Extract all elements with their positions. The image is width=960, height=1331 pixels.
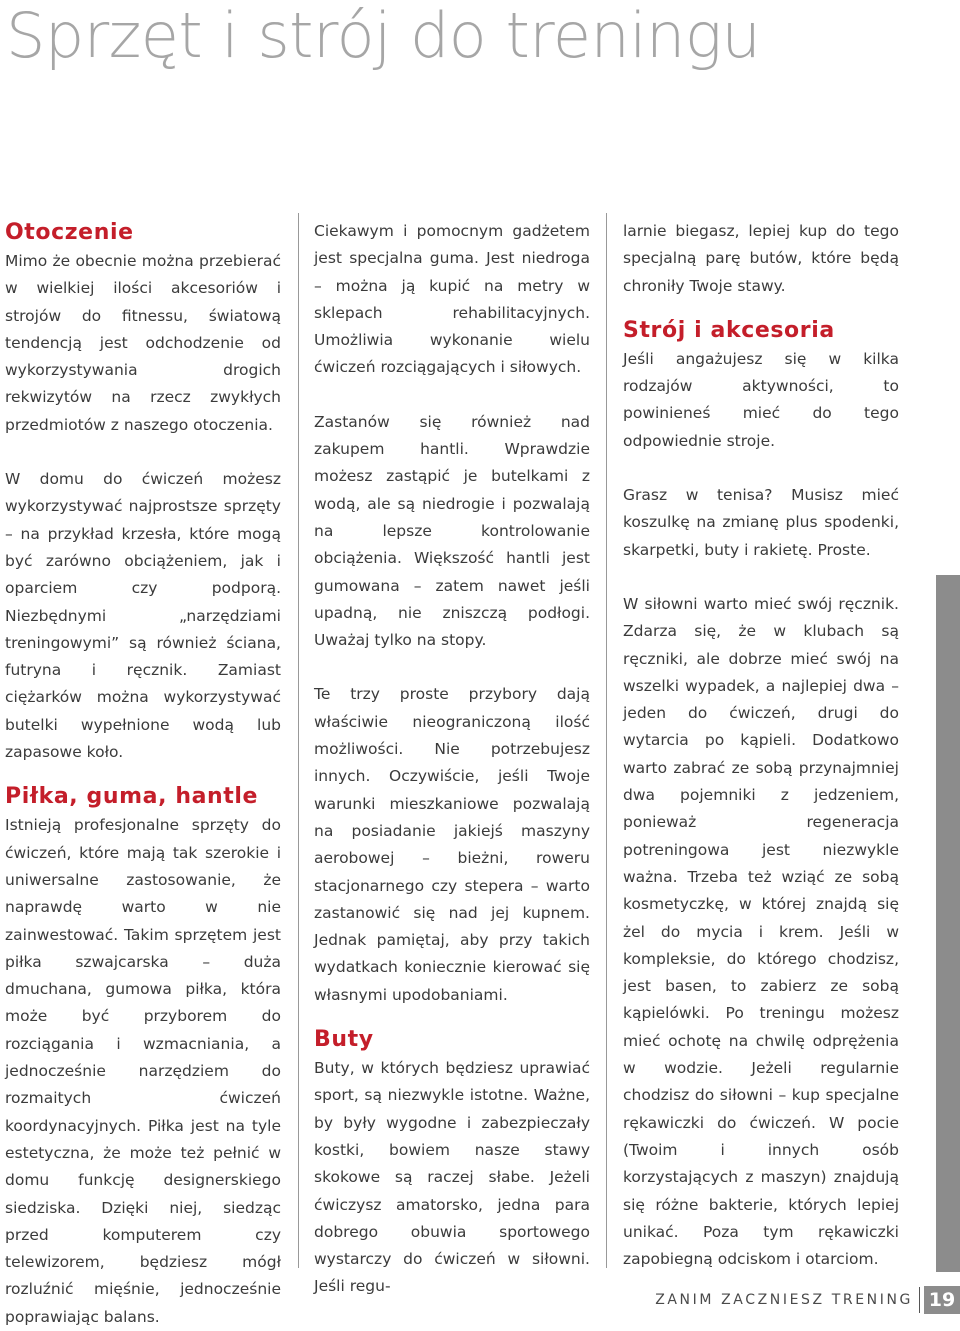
paragraph: W domu do ćwiczeń możesz wykorzystywać najprostsze sprzęty – na przykład krzesła, które mogą być zarówno obciążeniem, jak i oparciem czy podporą. Niezbędnymi „narzędziami treningowymi” są również ściana, futryna i ręcznik. Zamiast ciężarków można wykorzystywać butelki wypełnione wodą lub zapasowe koło. [5,470,281,762]
section-heading-stroj-i-akcesoria: Strój i akcesoria [623,317,835,343]
paragraph: Istnieją profesjonalne sprzęty do ćwiczeń, które mają tak szerokie i uniwersalne zastosowanie, że naprawdę warto w nie zainwestować. Takim sprzętem jest piłka szwajcarska – duża dmuchana, gumowa piłka, która może być przyborem do rozciągania i wzmacniania, a jednocześnie narzędziem do rozmaitych ćwiczeń koordynacyjnych. Piłka jest na tyle estetyczna, że może też pełnić w domu funkcję designerskiego siedziska. Dzięki niej, siedząc przed komputerem czy telewizorem, będziesz mógł rozluźnić mięśnie, jednocześnie poprawiając balans. [5,816,281,1326]
paragraph: Buty, w których będziesz uprawiać sport, są niezwykle istotne. Ważne, by były wygodne i zabezpieczały kostki, bowiem nasze stawy skokowe są raczej słabe. Jeżeli ćwiczysz amatorsko, jedna para dobrego obuwia sportowego wystarczy do ćwiczeń w siłowni. Jeśli regu- [314,1059,590,1296]
text-column-1 [5,218,281,1331]
paragraph: larnie biegasz, lepiej kup do tego specjalną parę butów, które będą chroniły Twoje stawy. [623,222,899,295]
paragraph: W siłowni warto mieć swój ręcznik. Zdarza się, że w klubach są ręczniki, ale dobrze mieć swój na wszelki wypadek, a najlepiej dwa – jeden do ćwiczeń, drugi do wytarcia po kąpieli. Dodatkowo warto zabrać ze sobą przynajmniej dwa pojemniki z jedzeniem, ponieważ regeneracja potreningowa jest niezwykle ważna. Trzeba też wziąć ze sobą kosmetyczkę, w której znajdą się żel do mycia i krem. Jeśli w kompleksie, do którego chodzisz, jest basen, to zabierz ze sobą kąpielówki. Po treningu możesz mieć ochotę na chwilę odprężenia w wodzie. Jeżeli regularnie chodzisz do siłowni – kup specjalne rękawiczki do ćwiczeń. W pocie (Twoim i innych osób korzystających z maszyn) znajdują się różne bakterie, których lepiej unikać. Poza tym rękawiczki zapobiegną odciskom i otarciom. [623,594,899,1269]
text-column-3 [623,218,899,1273]
column-divider [298,213,299,1268]
side-tab-marker [936,575,960,1272]
footer-divider [919,1287,920,1313]
paragraph: Grasz w tenisa? Musisz mieć koszulkę na zmianę plus spodenki, skarpetki, buty i rakietę. Proste. [623,486,899,559]
paragraph: Mimo że obecnie można przebierać w wielkiej ilości akcesoriów i strojów do fitnessu, światową tendencją jest odchodzenie od wykorzystywania drogich rekwizytów na rzecz zwykłych przedmiotów z naszego otoczenia. [5,252,281,434]
page-title: Sprzęt i strój do treningu [6,0,761,72]
text-column-2 [314,218,590,1301]
page-footer [655,1286,960,1314]
footer-section-label: ZANIM ZACZNIESZ TRENING [655,1292,913,1308]
paragraph: Ciekawym i pomocnym gadżetem jest specjalna guma. Jest niedroga – można ją kupić na metry w sklepach rehabilitacyjnych. Umożliwia wykonanie wielu ćwiczeń rozciągających i siłowych. [314,222,590,377]
paragraph: Jeśli angażujesz się w kilka rodzajów aktywności, to powinieneś mieć do tego odpowiednie stroje. [623,349,899,450]
section-heading-pilka-guma-hantle: Piłka, guma, hantle [5,784,259,810]
page-number: 19 [924,1286,960,1314]
paragraph: Zastanów się również nad zakupem hantli. Wprawdzie możesz zastąpić je butelkami z wodą, ale są niedrogie i pozwalają na lepsze kontrolowanie obciążenia. Większość hantli jest gumowana – zatem nawet jeśli upadną, nie zniszczą podłogi. Uważaj tylko na stopy. [314,412,590,650]
section-heading-buty: Buty [314,1027,374,1053]
paragraph: Te trzy proste przybory dają właściwie nieograniczoną ilość możliwości. Nie potrzebujesz innych. Oczywiście, jeśli Twoje warunki mieszkaniowe pozwalają na posiadanie jakiejś maszyny aerobowej – bieżni, roweru stacjonarnego czy stepera – warto zastanowić się nad jej kupnem. Jednak pamiętaj, aby przy takich wydatkach koniecznie kierować się własnymi upodobaniami. [314,685,590,1004]
column-divider [606,213,607,1268]
section-heading-otoczenie: Otoczenie [5,220,134,245]
